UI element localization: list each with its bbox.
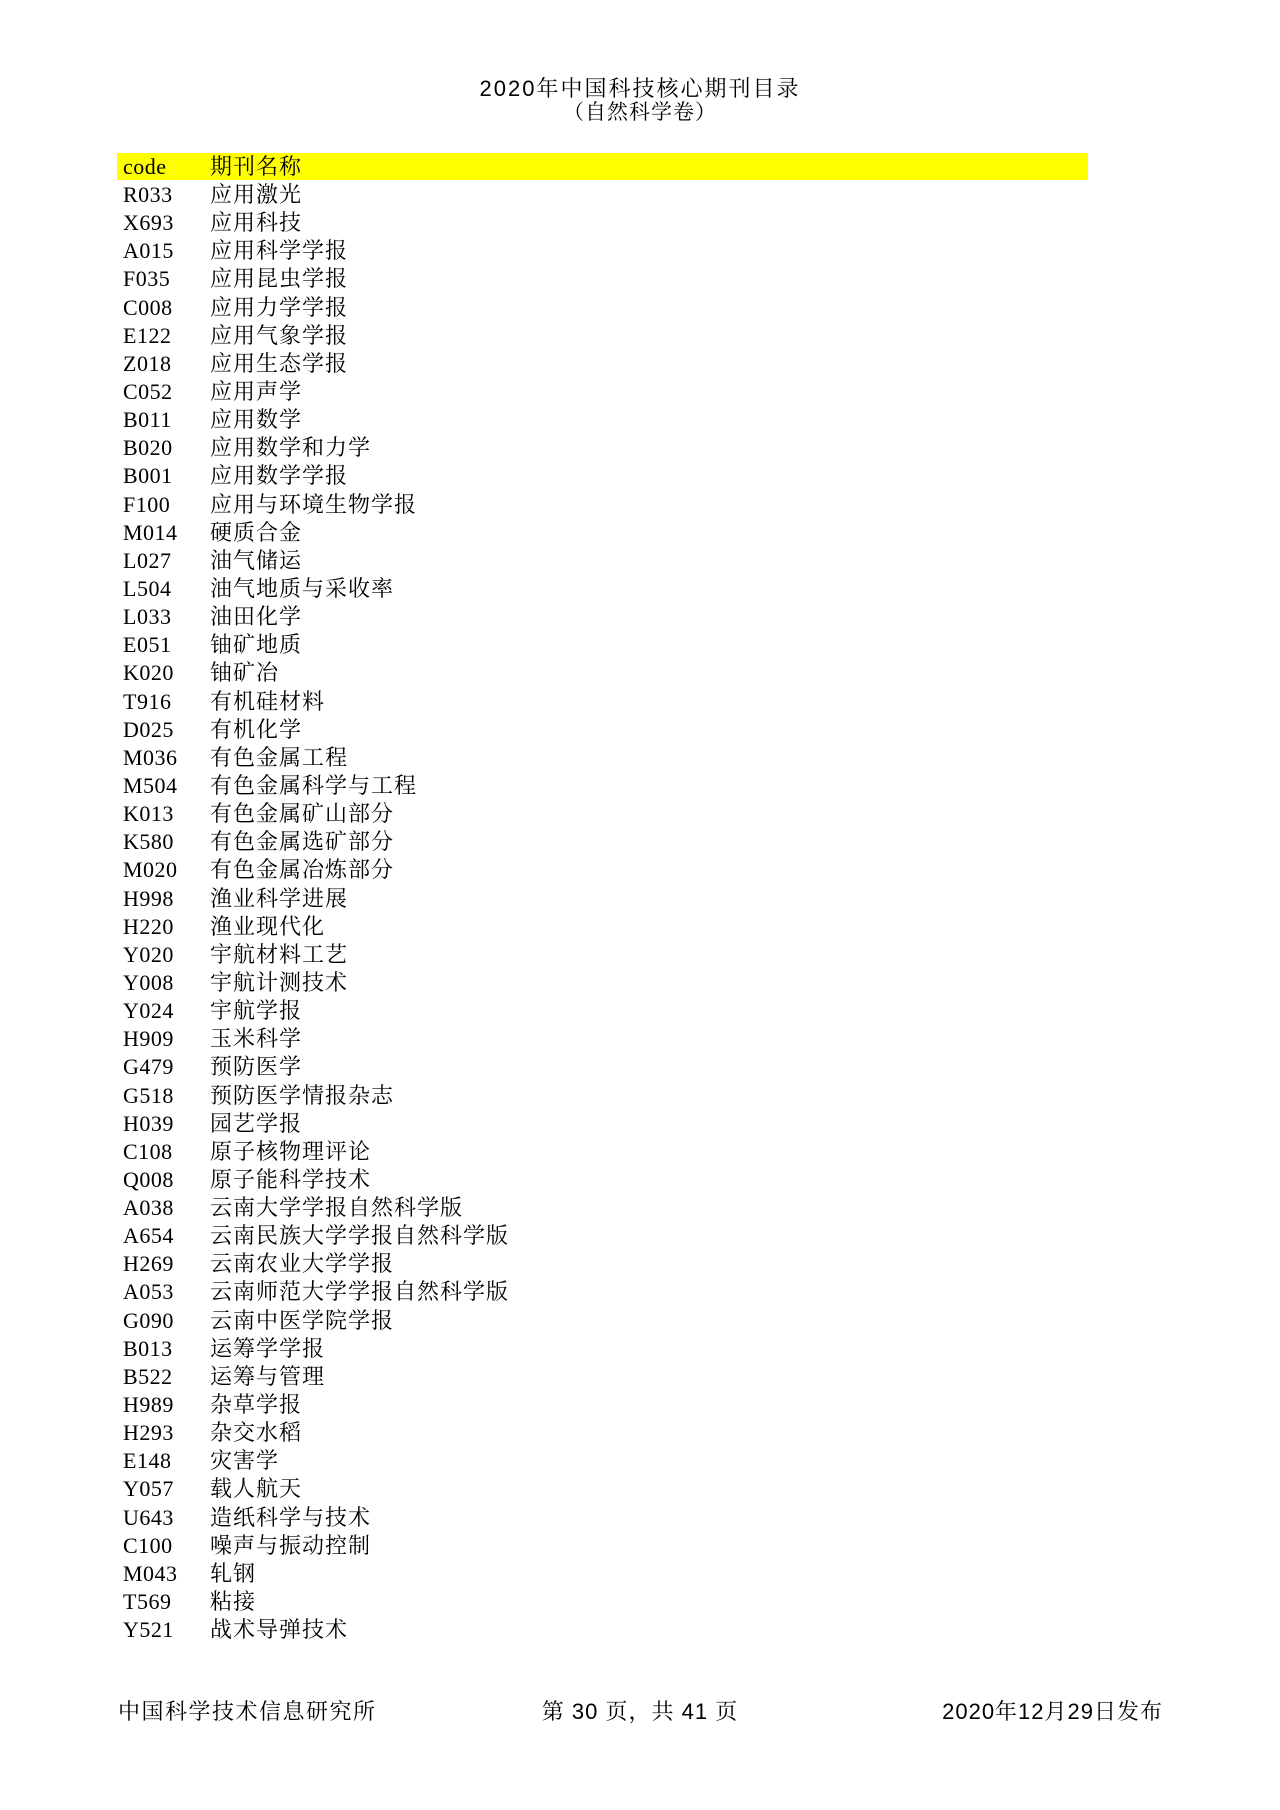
journal-code: Y020 xyxy=(123,941,174,967)
table-row xyxy=(117,1222,1088,1250)
journal-name: 灾害学 xyxy=(210,1448,280,1474)
journal-code: E051 xyxy=(123,632,172,658)
table-row xyxy=(117,491,1088,519)
journal-name: 应用昆虫学报 xyxy=(210,266,349,292)
journal-name: 杂草学报 xyxy=(210,1392,303,1418)
journal-code: A654 xyxy=(123,1223,174,1249)
journal-name: 应用科技 xyxy=(210,210,303,236)
journal-name: 应用数学和力学 xyxy=(210,435,372,461)
footer-publish-date: 2020年12月29日发布 xyxy=(942,1699,1163,1724)
table-row xyxy=(117,1138,1088,1166)
journal-code: R033 xyxy=(123,182,173,207)
table-row xyxy=(117,294,1088,322)
journal-code: Y008 xyxy=(123,969,174,995)
journal-table-body xyxy=(117,181,1088,1644)
journal-name: 云南民族大学学报自然科学版 xyxy=(210,1223,510,1249)
table-row xyxy=(117,1278,1088,1306)
journal-name: 运筹与管理 xyxy=(210,1363,326,1389)
journal-code: A038 xyxy=(123,1195,174,1221)
table-row xyxy=(117,800,1088,828)
journal-name: 铀矿地质 xyxy=(210,632,303,658)
journal-code: G518 xyxy=(123,1082,174,1108)
journal-name: 油气储运 xyxy=(210,547,303,573)
table-row xyxy=(117,828,1088,856)
page-footer xyxy=(0,1699,1280,1727)
journal-name: 渔业科学进展 xyxy=(210,885,349,911)
journal-name: 云南大学学报自然科学版 xyxy=(210,1195,464,1221)
journal-code: F100 xyxy=(123,491,171,517)
table-row xyxy=(117,265,1088,293)
table-row xyxy=(117,997,1088,1025)
journal-code: H998 xyxy=(123,885,174,911)
journal-name: 园艺学报 xyxy=(210,1110,303,1136)
footer-organization: 中国科学技术信息研究所 xyxy=(118,1699,377,1724)
journal-name: 噪声与振动控制 xyxy=(210,1532,372,1558)
journal-name: 应用与环境生物学报 xyxy=(210,491,418,517)
table-row xyxy=(117,462,1088,490)
journal-code: M020 xyxy=(123,857,178,883)
journal-code: G090 xyxy=(123,1307,174,1333)
journal-name: 原子能科学技术 xyxy=(210,1166,372,1192)
table-row xyxy=(117,659,1088,687)
table-header-row xyxy=(117,153,1088,180)
table-row xyxy=(117,1560,1088,1588)
table-row xyxy=(117,1307,1088,1335)
journal-code: C008 xyxy=(123,294,173,320)
table-row xyxy=(117,1588,1088,1616)
table-row xyxy=(117,322,1088,350)
journal-code: Q008 xyxy=(123,1166,174,1192)
journal-name: 油田化学 xyxy=(210,604,303,630)
journal-name: 运筹学学报 xyxy=(210,1335,326,1361)
table-row xyxy=(117,969,1088,997)
journal-code: A015 xyxy=(123,238,174,264)
journal-code: E122 xyxy=(123,322,172,348)
table-row xyxy=(117,350,1088,378)
journal-name: 硬质合金 xyxy=(210,519,303,545)
page-subtitle: （自然科学卷） xyxy=(563,101,717,124)
table-row xyxy=(117,603,1088,631)
column-header-journal-name: 期刊名称 xyxy=(210,154,303,179)
journal-code: M043 xyxy=(123,1560,178,1586)
journal-name: 云南师范大学学报自然科学版 xyxy=(210,1279,510,1305)
journal-name: 轧钢 xyxy=(210,1560,257,1586)
footer-page-number: 第 30 页，共 41 页 xyxy=(541,1699,739,1724)
journal-code: B001 xyxy=(123,463,173,489)
journal-name: 应用数学 xyxy=(210,407,303,433)
table-row xyxy=(117,378,1088,406)
table-row xyxy=(117,885,1088,913)
journal-code: L504 xyxy=(123,575,172,601)
journal-name: 油气地质与采收率 xyxy=(210,575,395,601)
journal-name: 有色金属选矿部分 xyxy=(210,829,395,855)
table-row xyxy=(117,434,1088,462)
journal-name: 应用科学学报 xyxy=(210,238,349,264)
journal-name: 有色金属科学与工程 xyxy=(210,772,418,798)
table-row xyxy=(117,1616,1088,1644)
journal-name: 宇航学报 xyxy=(210,998,303,1024)
journal-code: K020 xyxy=(123,660,174,686)
table-row xyxy=(117,209,1088,237)
journal-name: 预防医学 xyxy=(210,1054,303,1080)
journal-code: H220 xyxy=(123,913,174,939)
journal-name: 宇航计测技术 xyxy=(210,969,349,995)
table-row xyxy=(117,856,1088,884)
journal-code: B013 xyxy=(123,1335,173,1361)
journal-name: 有色金属工程 xyxy=(210,744,349,770)
journal-code: H909 xyxy=(123,1026,174,1052)
journal-code: K580 xyxy=(123,829,174,855)
journal-name: 有色金属矿山部分 xyxy=(210,801,395,827)
journal-code: C052 xyxy=(123,378,173,404)
journal-code: H989 xyxy=(123,1392,174,1418)
journal-code: G479 xyxy=(123,1054,174,1080)
journal-code: H269 xyxy=(123,1251,174,1277)
table-row xyxy=(117,1194,1088,1222)
table-row xyxy=(117,575,1088,603)
table-row xyxy=(117,1053,1088,1081)
table-row xyxy=(117,181,1088,209)
table-row xyxy=(117,1391,1088,1419)
journal-code: H293 xyxy=(123,1420,174,1446)
journal-code: T916 xyxy=(123,688,172,714)
journal-code: C100 xyxy=(123,1532,173,1558)
table-row xyxy=(117,688,1088,716)
journal-name: 应用生态学报 xyxy=(210,350,349,376)
journal-name: 云南农业大学学报 xyxy=(210,1251,395,1277)
journal-code: M036 xyxy=(123,744,178,770)
journal-code: A053 xyxy=(123,1279,174,1305)
table-row xyxy=(117,1110,1088,1138)
table-row xyxy=(117,406,1088,434)
table-row xyxy=(117,1166,1088,1194)
journal-code: M504 xyxy=(123,772,178,798)
table-row xyxy=(117,547,1088,575)
page-title: 2020年中国科技核心期刊目录 xyxy=(479,76,801,101)
journal-code: B020 xyxy=(123,435,173,461)
journal-name: 应用力学学报 xyxy=(210,294,349,320)
journal-name: 造纸科学与技术 xyxy=(210,1504,372,1530)
journal-code: B522 xyxy=(123,1363,173,1389)
table-row xyxy=(117,1504,1088,1532)
journal-name: 玉米科学 xyxy=(210,1026,303,1052)
journal-code: C108 xyxy=(123,1138,173,1164)
journal-code: L033 xyxy=(123,604,172,630)
journal-name: 应用声学 xyxy=(210,378,303,404)
journal-code: X693 xyxy=(123,210,174,236)
journal-name: 应用气象学报 xyxy=(210,322,349,348)
journal-code: L027 xyxy=(123,547,172,573)
table-row xyxy=(117,941,1088,969)
journal-code: D025 xyxy=(123,716,174,742)
table-row xyxy=(117,1025,1088,1053)
table-row xyxy=(117,1363,1088,1391)
journal-name: 应用数学学报 xyxy=(210,463,349,489)
journal-name: 载人航天 xyxy=(210,1476,303,1502)
journal-name: 战术导弹技术 xyxy=(210,1617,349,1643)
journal-name: 宇航材料工艺 xyxy=(210,941,349,967)
table-row xyxy=(117,1475,1088,1503)
table-row xyxy=(117,1082,1088,1110)
table-row xyxy=(117,1335,1088,1363)
journal-name: 粘接 xyxy=(210,1589,257,1615)
journal-code: F035 xyxy=(123,266,171,292)
journal-code: Y521 xyxy=(123,1617,174,1643)
table-row xyxy=(117,237,1088,265)
journal-code: E148 xyxy=(123,1448,172,1474)
table-row xyxy=(117,1250,1088,1278)
journal-code: U643 xyxy=(123,1504,174,1530)
table-row xyxy=(117,1532,1088,1560)
journal-name: 杂交水稻 xyxy=(210,1420,303,1446)
journal-code: K013 xyxy=(123,801,174,827)
journal-code: H039 xyxy=(123,1110,174,1136)
table-row xyxy=(117,1447,1088,1475)
table-row xyxy=(117,716,1088,744)
table-row xyxy=(117,744,1088,772)
journal-code: Y024 xyxy=(123,998,174,1024)
journal-name: 有机硅材料 xyxy=(210,688,326,714)
journal-name: 云南中医学院学报 xyxy=(210,1307,395,1333)
journal-name: 应用激光 xyxy=(210,182,303,207)
journal-name: 原子核物理评论 xyxy=(210,1138,372,1164)
journal-name: 有机化学 xyxy=(210,716,303,742)
table-row xyxy=(117,519,1088,547)
journal-name: 预防医学情报杂志 xyxy=(210,1082,395,1108)
table-row xyxy=(117,1419,1088,1447)
journal-code: T569 xyxy=(123,1589,172,1615)
column-header-code: code xyxy=(123,154,167,179)
table-row xyxy=(117,772,1088,800)
journal-code: Y057 xyxy=(123,1476,174,1502)
journal-name: 有色金属冶炼部分 xyxy=(210,857,395,883)
journal-name: 铀矿冶 xyxy=(210,660,280,686)
journal-code: B011 xyxy=(123,407,172,433)
table-row xyxy=(117,913,1088,941)
table-row xyxy=(117,631,1088,659)
journal-code: Z018 xyxy=(123,350,172,376)
journal-name: 渔业现代化 xyxy=(210,913,326,939)
journal-code: M014 xyxy=(123,519,178,545)
